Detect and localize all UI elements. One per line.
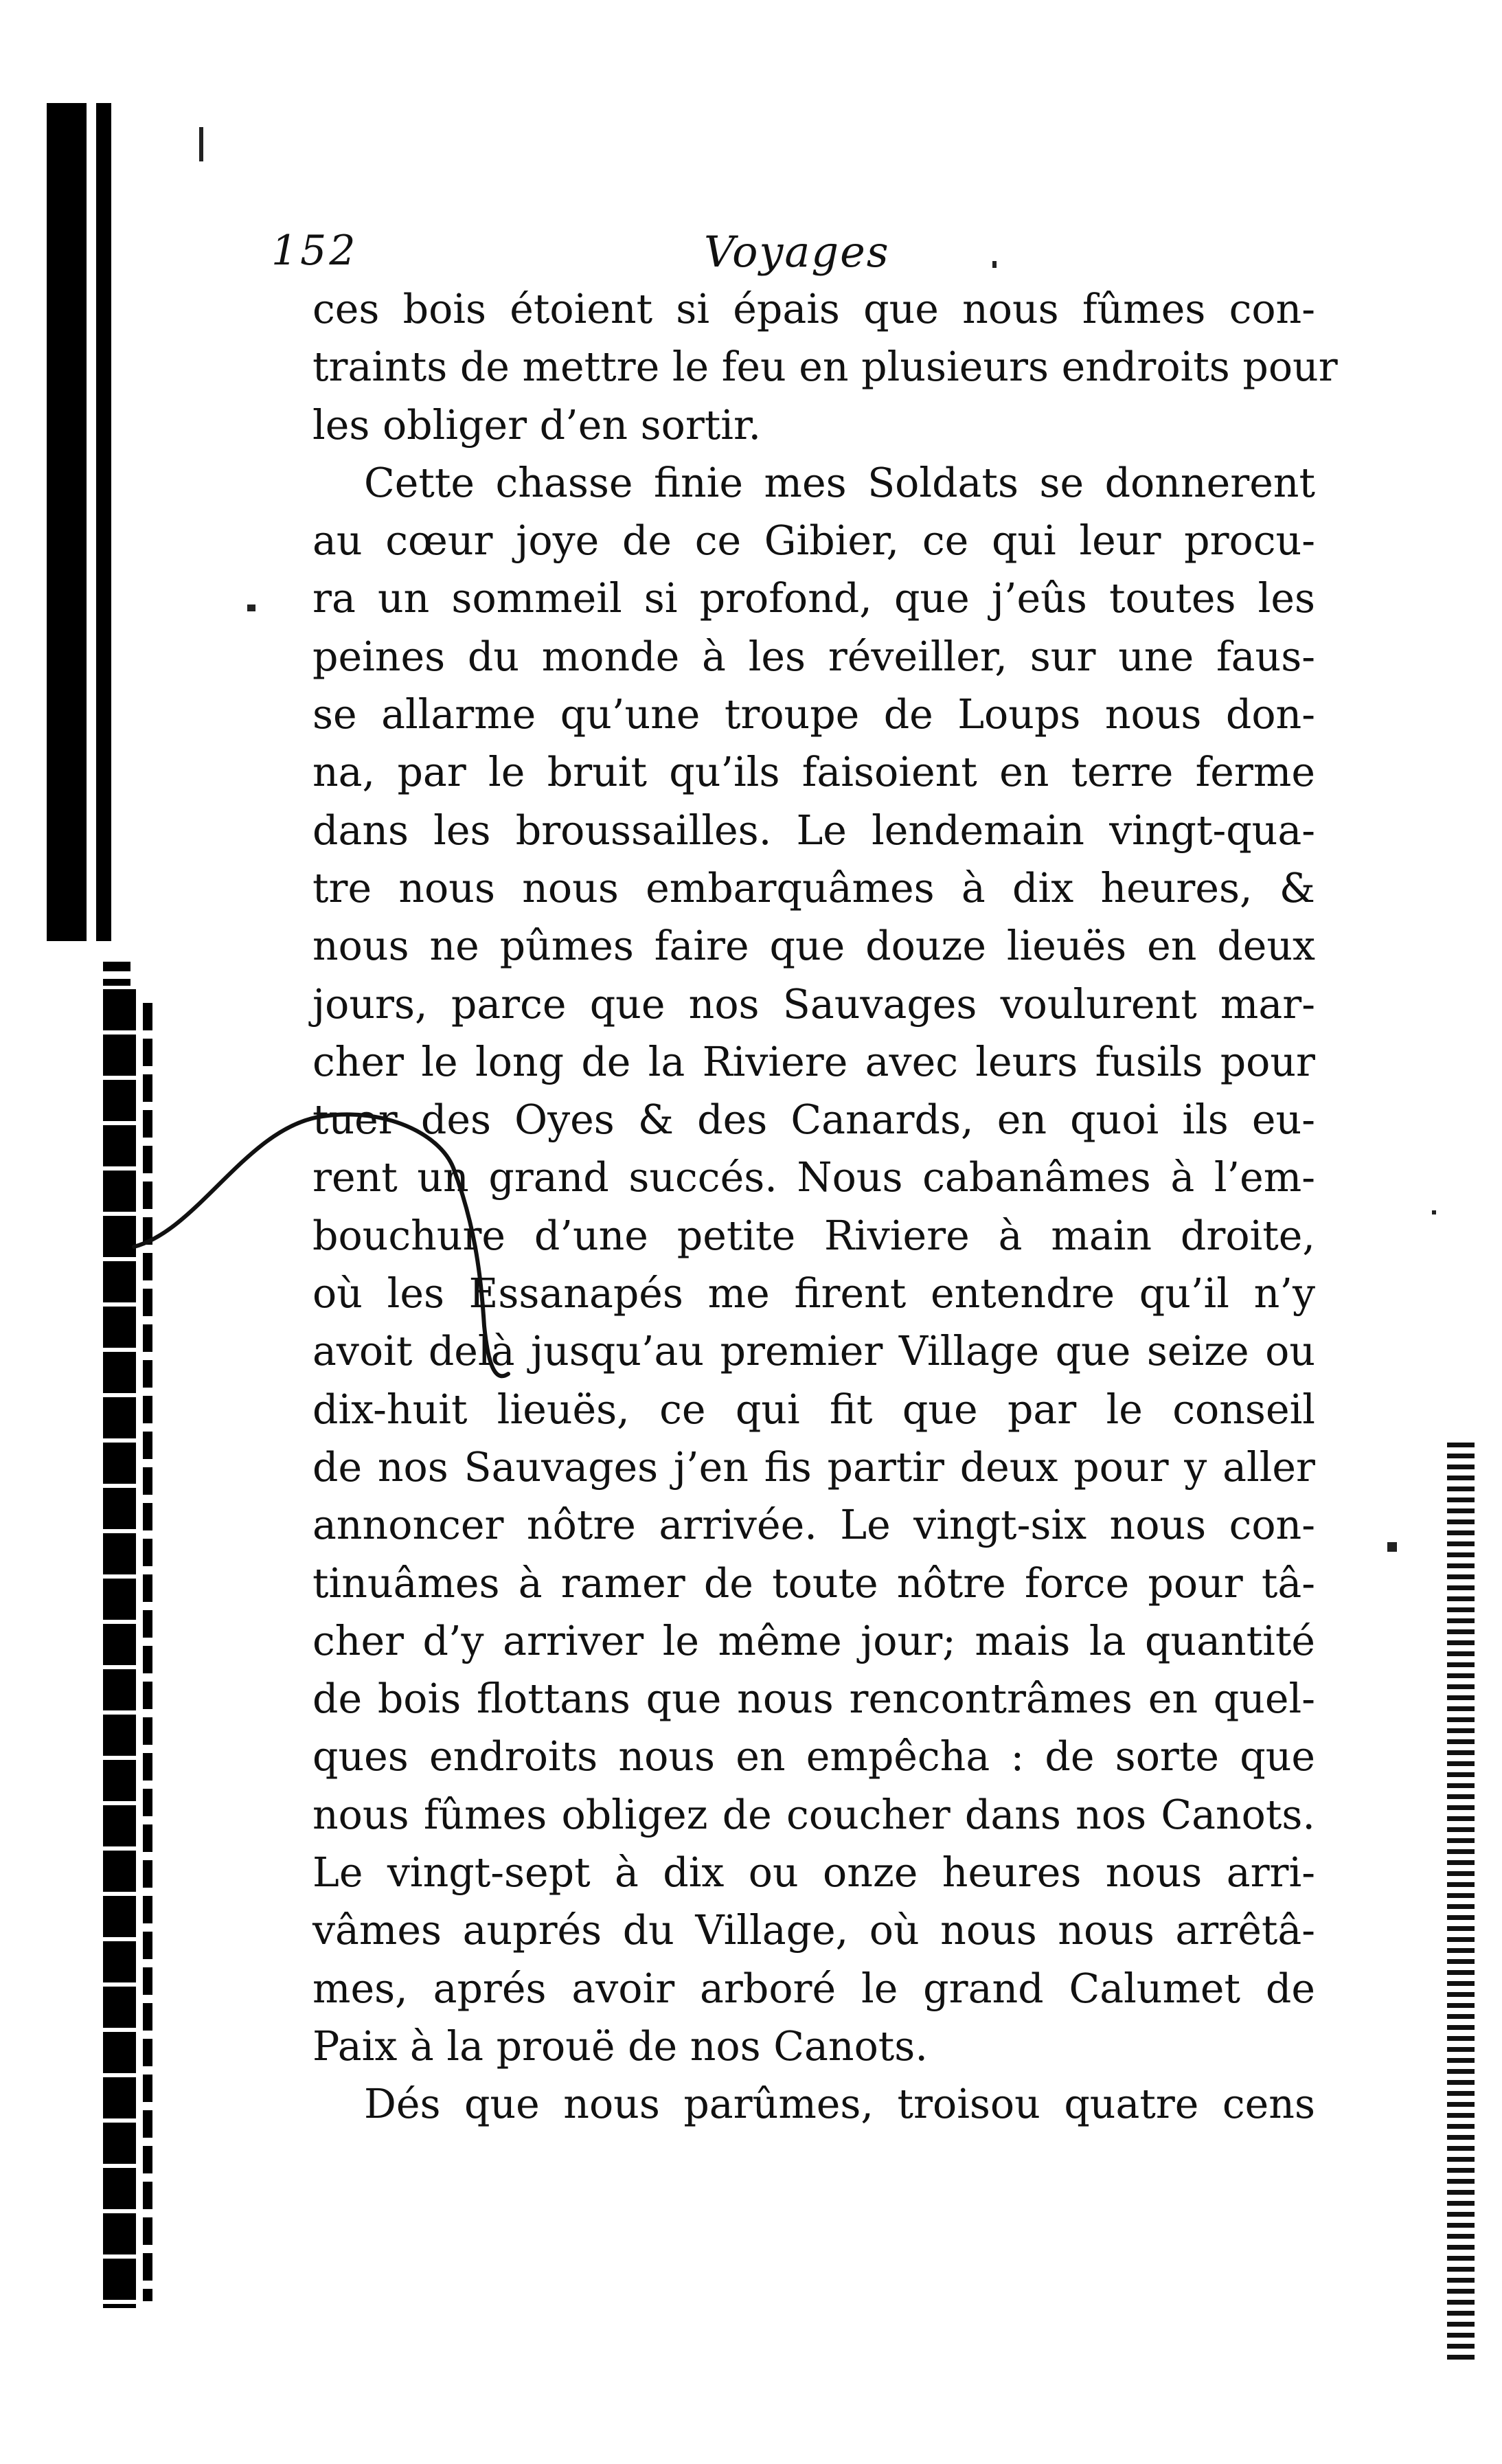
binding-edge-lower [103,989,136,2308]
binding-tick [103,979,130,986]
text-line: nous fûmes obligez de coucher dans nos Canots. [312,1791,1315,1838]
running-head: Voyages [704,227,890,277]
binding-edge [47,103,87,941]
body-text [312,280,1338,2134]
text-line: tre nous nous embarquâmes à dix heures, & [312,864,1315,912]
binding-edge-lower-inner [143,1003,152,2301]
binding-edge-inner [96,103,111,941]
text-line: Le vingt-sept à dix ou onze heures nous arri- [312,1849,1315,1897]
text-line: ques endroits nous en empêcha : de sorte que [312,1733,1315,1781]
text-line: nous ne pûmes faire que douze lieuës en deux [312,923,1315,970]
text-line: de nos Sauvages j’en fis partir deux pour y aller [312,1443,1315,1491]
text-line: où les Essanapés me firent entendre qu’il n’y [312,1270,1315,1318]
text-line: peines du monde à les réveiller, sur une faus- [312,633,1315,680]
text-line: Paix à la prouë de nos Canots. [312,2022,928,2070]
text-line: dix-huit lieuës, ce qui fit que par le conseil [312,1386,1315,1433]
text-line: tuer des Oyes & des Canards, en quoi ils eu- [312,1096,1315,1144]
text-line: dans les broussailles. Le lendemain vingt-qua- [312,806,1315,854]
text-line: cher d’y arriver le même jour; mais la quantité [312,1617,1315,1664]
text-line: ra un sommeil si profond, que j’eûs toutes les [312,575,1315,622]
text-line: traints de mettre le feu en plusieurs endroits pour [312,343,1338,391]
text-line: mes, aprés avoir arboré le grand Calumet de [312,1965,1315,2012]
text-line: cher le long de la Riviere avec leurs fusils pour [312,1038,1315,1085]
text-line: avoit delà jusqu’au premier Village que seize ou [312,1328,1315,1375]
text-line: jours, parce que nos Sauvages voulurent mar- [312,980,1315,1028]
text-line: au cœur joye de ce Gibier, ce qui leur procu- [312,517,1315,565]
page-number: 152 [271,227,359,275]
text-line: annoncer nôtre arrivée. Le vingt-six nous con- [312,1502,1315,1549]
text-line: se allarme qu’une troupe de Loups nous don- [312,691,1315,738]
speck-mark [247,604,255,611]
text-line: de bois flottans que nous rencontrâmes en quel- [312,1675,1315,1723]
text-line: tinuâmes à ramer de toute nôtre force pour tâ- [312,1559,1315,1607]
speck-mark [1432,1210,1436,1214]
text-line: les obliger d’en sortir. [312,401,762,449]
speck-mark [199,127,203,161]
text-line: vâmes auprés du Village, où nous nous arrêtâ- [312,1907,1315,1954]
text-line: Cette chasse finie mes Soldats se donnerent [364,459,1315,506]
speck-mark [992,261,997,268]
right-page-edge [1447,1443,1475,2363]
text-line: rent un grand succés. Nous cabanâmes à l’em- [312,1154,1315,1201]
text-line: bouchure d’une petite Riviere à main droite, [312,1212,1315,1259]
text-line: na, par le bruit qu’ils faisoient en terre ferme [312,749,1315,796]
binding-tick [103,962,130,971]
text-line: Dés que nous parûmes, troisou quatre cens [364,2081,1315,2128]
speck-mark [1387,1542,1397,1552]
text-line: ces bois étoient si épais que nous fûmes con- [312,286,1315,332]
